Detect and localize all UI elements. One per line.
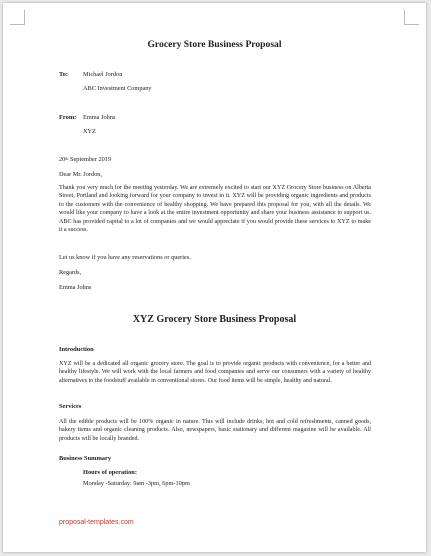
- document-page: [3, 3, 426, 552]
- letter-date: [59, 156, 111, 163]
- regards: Regards,: [59, 269, 82, 276]
- letter-body: Thank you very much for the meeting yesterday. We are extremely excited to start our XYZ Grocery Store business on Alberta Street, Portland and looking forward for your company to invest in it. XYZ will be providing organic ingredients and products to the customers with the convenience of healthy shopping. We have prepared this proposal for you, with all the details. We would like your company to have a look at the entire investment opportunity and share your business assistance to support us. ABC has provided capital to a lot of companies and we would appreciate if you would provide these services to XYZ to make it a success.: [59, 185, 371, 234]
- recipient-company: ABC Investment Company: [83, 85, 152, 92]
- page-corner-mark: [404, 10, 419, 25]
- letter-title: Grocery Store Business Proposal: [147, 39, 282, 50]
- proposal-title: XYZ Grocery Store Business Proposal: [132, 314, 297, 325]
- intro-heading: Introduction: [59, 346, 94, 353]
- hours-heading: Hours of operation:: [83, 469, 137, 476]
- sender-company: XYZ: [83, 128, 96, 135]
- date-day: 20: [59, 156, 66, 163]
- to-label: To:: [59, 71, 68, 78]
- salutation: Dear Mr. Jordon,: [59, 171, 103, 178]
- recipient-name: Michael Jordon: [83, 71, 123, 78]
- from-label: From:: [59, 114, 77, 121]
- services-text: All the edible products will be 100% organic in nature. This will include drinks, hot and cold refreshments, canned goods, bakery items and organic cleaning products. Also, newspapers, basic stationary and different magazine will be available. All products will be locally branded.: [59, 419, 371, 442]
- intro-text: XYZ will be a dedicated all organic grocery store. The goal is to provide organic products with convenience, for a better and healthy lifestyle. We will work with the local farmers and food companies and serve our consumers with a variety of healthy alternatives to the foodstuff available in conventional stores. Our food items will be simple, healthy and natural.: [59, 361, 371, 384]
- page-corner-mark: [10, 10, 25, 25]
- date-month-year: September 2019: [68, 156, 112, 163]
- hours-text: Monday -Saturday: 9am -3pm, 6pm-10pm: [83, 480, 190, 487]
- closing-line: Let us know if you have any reservations or queries.: [59, 254, 191, 261]
- summary-heading: Business Summary: [59, 455, 112, 462]
- date-suffix: th: [65, 156, 69, 161]
- footer-site-link[interactable]: proposal-templates.com: [59, 519, 134, 526]
- signature-name: Emma Johns: [59, 284, 92, 291]
- services-heading: Services: [59, 403, 82, 410]
- sender-name: Emma Johns: [83, 114, 116, 121]
